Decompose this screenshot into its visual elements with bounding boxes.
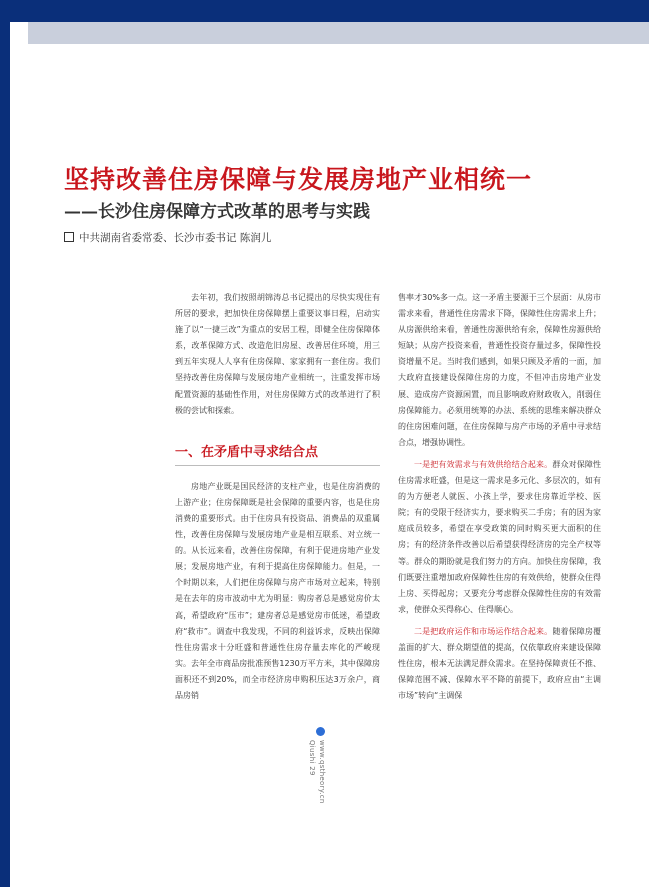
top-decorative-bar [0, 0, 649, 22]
point-one-paragraph [398, 457, 601, 618]
left-decorative-strip [0, 22, 10, 887]
footer-url: www.qstheory.cn [318, 740, 326, 804]
section-heading: 一、在矛盾中寻求结合点 [175, 441, 380, 466]
footer-journal-page [308, 740, 316, 776]
intro-paragraph: 去年初，我们按照胡锦涛总书记提出的尽快实现住有所居的要求，把加快住房保障摆上重要议事日程，启动实施了以“一捷三改”为重点的安居工程，即健全住房保障体系，改革保障方式、改造危旧房屋、改善居住环境，用三到五年实现人人享有住房保障、家家拥有一套住房。我们坚持改善住房保障与发展房地产业相统一，注重发挥市场配置资源的基础性作用，对住房保障方式的改革进行了积极的尝试和探索。 [175, 293, 380, 415]
footer-journal: Qiushi [308, 740, 316, 764]
square-bullet-icon [64, 232, 74, 242]
article-subtitle: ——长沙住房保障方式改革的思考与实践 [64, 202, 370, 222]
article-title: 坚持改善住房保障与发展房地产业相统一 [64, 165, 533, 194]
point-two-text: 随着保障房覆盖面的扩大、群众期望值的提高，仅依靠政府来建设保障性住房，根本无法满足群众需求。在坚持保障责任不推、保障范围不减、保障水平不降的前提下，政府应由“主调市场”转向“主调保 [398, 626, 602, 701]
footer-page-number: 29 [308, 766, 316, 776]
section-paragraph: 房地产业既是国民经济的支柱产业，也是住房消费的上游产业；住房保障既是社会保障的重要内容，也是住房消费的重要形式。由于住房具有投资品、消费品的双重属性，改善住房保障与发展房地产业是相互联系、对立统一的。从长远来看，改善住房保障，有利于促进房地产业发展；发展房地产业，有利于提高住房保障能力。但是，一个时期以来，人们把住房保障与房产市场对立起来，特别是在去年的房市波动中尤为明显：购房者总是感觉房价太高，希望政府“压市”；建房者总是感觉房市低迷，希望政府“救市”。调查中我发现，不同的利益诉求，反映出保障性住房需求十分旺盛和普通性住房存量去库化的严峻现实。去年全市商品房批准预售1230万平方米，其中保障房面积还不到20%，而全市经济房申购积压达3万余户，商品房销 [175, 481, 380, 700]
page-marker-dot-icon [316, 727, 325, 736]
top-gray-band [28, 22, 649, 44]
continued-paragraph: 售率才30%多一点。这一矛盾主要源于三个层面：从房市需求来看，普通性住房需求下降，保障性住房需求上升；从房源供给来看，普通性房源供给有余，保障性房源供给短缺；从房产投资来看，普通性投资存量过多，保障性投资增量不足。当时我们感到，如果只顾及矛盾的一面，加大政府直接建设保障住房的力度，不但冲击房地产业发展、造成房产资源闲置，而且影响政府财政收入，削弱住房保障能力。必须用统筹的办法、系统的思维来解决群众的住房困难问题，在住房保障与房产市场的矛盾中寻求结合点，增强协调性。 [398, 293, 601, 447]
author-byline-text: 中共湖南省委常委、长沙市委书记 陈润儿 [79, 232, 272, 244]
left-column [175, 290, 380, 704]
point-two-lead: 二是把政府运作和市场运作结合起来。 [414, 626, 553, 636]
right-column [398, 290, 601, 704]
point-one-text: 群众对保障性住房需求旺盛，但是这一需求是多元化、多层次的，如有的为方便老人就医、小孩上学，要求住房靠近学校、医院；有的受限于经济实力，要求购买二手房；有的因为家庭成员较多，希望在享受政策的同时购买更大面积的住房；有的经济条件改善以后希望获得经济房的完全产权等等。群众的期盼就是我们努力的方向。加快住房保障，我们既要注重增加政府保障性住房的有效供给，使群众住得上房、买得起房；又要充分考虑群众保障性住房的有效需求，使群众买得称心、住得顺心。 [398, 459, 602, 614]
point-one-lead: 一是把有效需求与有效供给结合起来。 [414, 459, 553, 469]
author-byline [64, 230, 271, 245]
point-two-paragraph [398, 624, 601, 704]
